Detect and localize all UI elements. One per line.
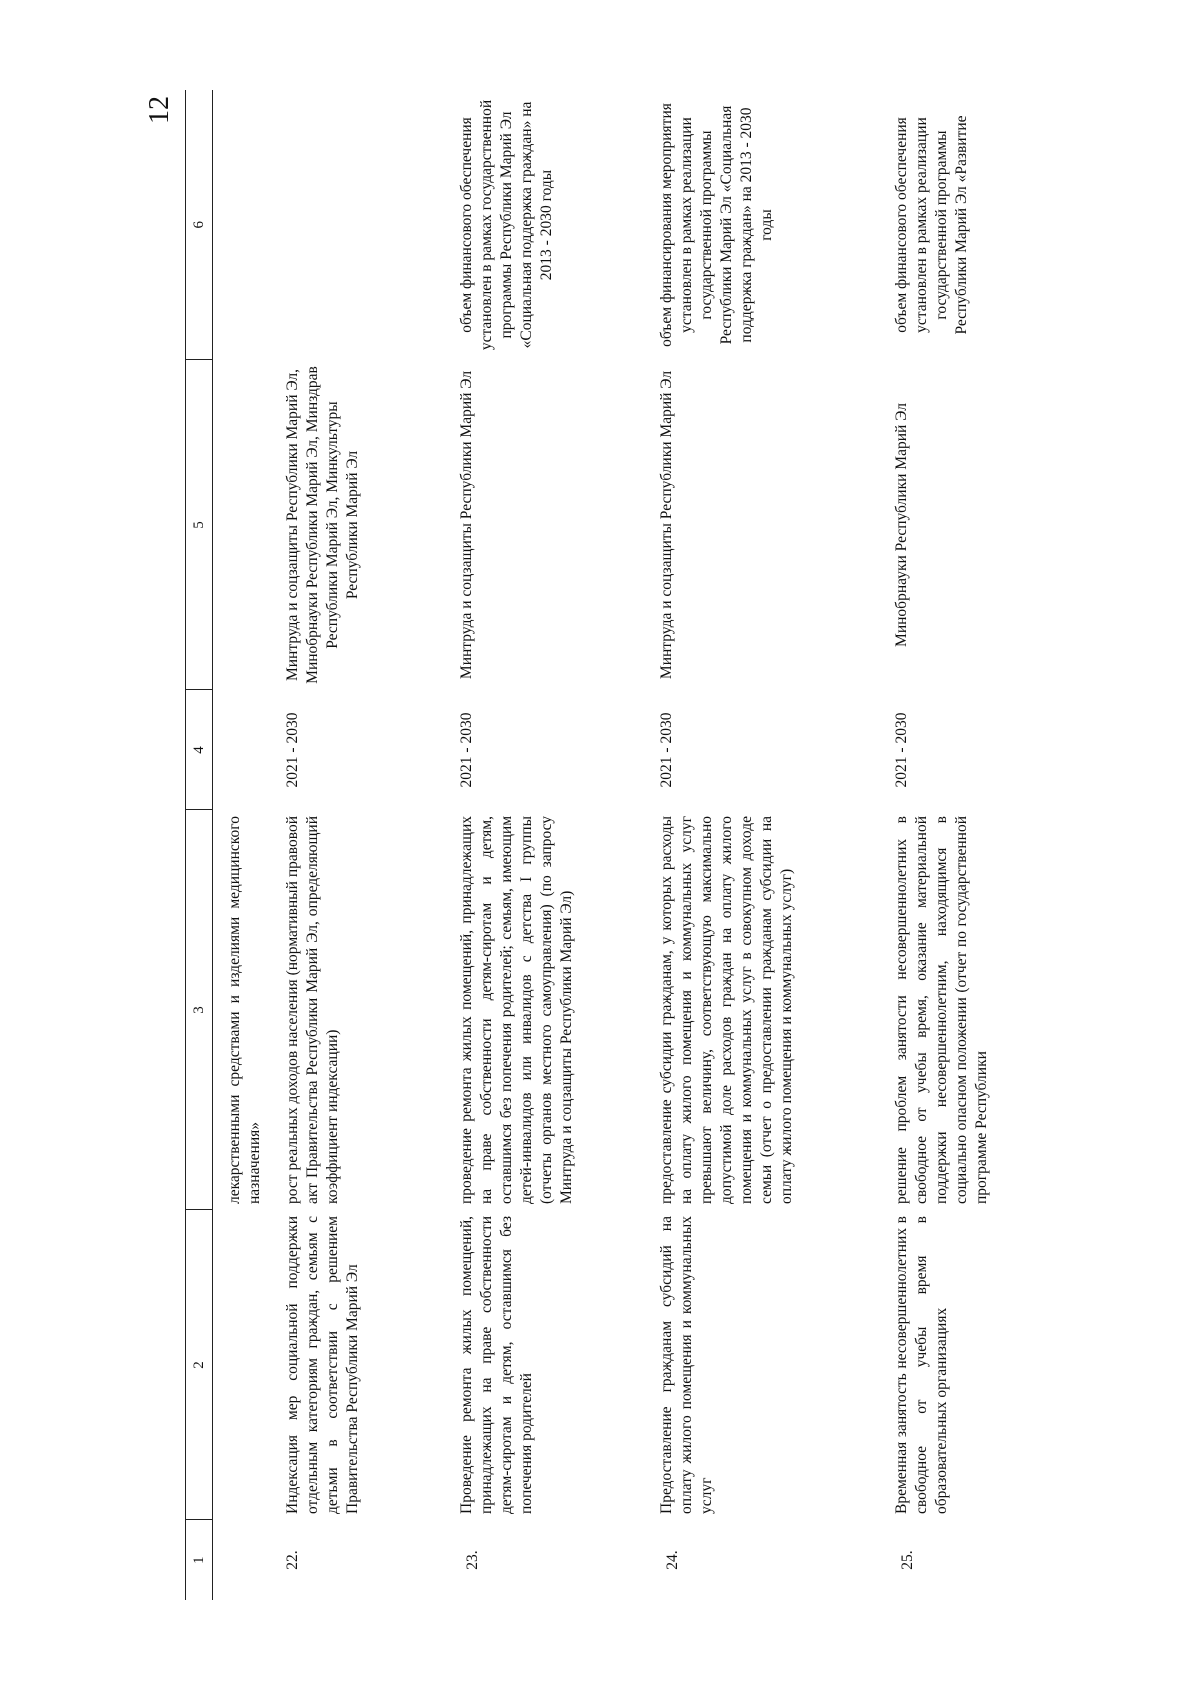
period-cell: 2021 - 2030 — [458, 712, 475, 788]
executor-cell: Минтруда и соцзащиты Республики Марий Эл — [658, 370, 675, 680]
period-cell: 2021 - 2030 — [284, 712, 301, 788]
row-number: 23. — [464, 1550, 481, 1570]
event-cell: Предоставление гражданам субсидий на оплату жилого помещения и коммунальных услуг — [658, 1216, 715, 1514]
table-row-continuation — [213, 90, 276, 1600]
row-number: 24. — [664, 1550, 681, 1570]
row-number: 22. — [284, 1550, 301, 1570]
executor-cell: Минтруда и соцзащиты Республики Марий Эл — [458, 370, 475, 680]
executor-cell: Минобрнауки Республики Марий Эл — [893, 403, 910, 647]
funding-cell — [275, 90, 455, 360]
column-header-6: 6 — [186, 90, 213, 360]
column-header-3: 3 — [186, 810, 213, 1210]
event-cell: Проведение ремонта жилых помещений, принадлежащих на праве собственности детям-сиротам и детям, оставшимся без попечения родителей — [458, 1216, 535, 1514]
column-header-4: 4 — [186, 690, 213, 810]
measures-table — [185, 90, 1020, 1600]
column-header-1: 1 — [186, 1520, 213, 1600]
funding-cell: объем финансового обеспечения установлен в рамках реализации государственной программы Республики Марий Эл «Развитие — [893, 115, 970, 335]
funding-cell: объем финансирования мероприятия установлен в рамках реализации государственной программы Республики Марий Эл «Социальная поддержка граждан» на 2013 - 2030 годы — [658, 103, 775, 347]
measure-cell: рост реальных доходов населения (нормативный правовой акт Правительства Республики Марий Эл, определяющий коэффициент индексации) — [284, 816, 341, 1204]
measure-cell: проведение ремонта жилых помещений, принадлежащих на праве собственности детям-сиротам и детям, оставшимся без попечения родителей; семьям, имеющим детей-инвалидов или инвалидов с детства I группы (отчеты органов местного самоуправления) (по запросу Минтруда и соцзащиты Республики Марий Эл) — [458, 816, 575, 1204]
page-number: 12 — [144, 96, 175, 124]
funding-cell: объем финансового обеспечения установлен в рамках государственной программы Республики Марий Эл «Социальная поддержка граждан» на 2013 - 2030 годы — [458, 99, 555, 351]
header-row — [186, 90, 213, 1600]
measure-cell: лекарственными средствами и изделиями медицинского назначения» — [226, 816, 263, 1204]
table-row — [455, 90, 655, 1600]
event-cell: Временная занятость несовершеннолетних в свободное от учебы время в образовательных организациях — [893, 1216, 950, 1514]
executor-cell: Минтруда и соцзащиты Республики Марий Эл, Минобрнауки Республики Марий Эл, Минздрав Республики Марий Эл, Минкультуры Республики Марий Эл — [284, 366, 361, 684]
event-cell: Индексация мер социальной поддержки отдельным категориям граждан, семьям с детьми в соответствии с решением Правительства Республики Марий Эл — [284, 1216, 361, 1514]
column-header-2: 2 — [186, 1210, 213, 1520]
measure-cell: предоставление субсидии гражданам, у которых расходы на оплату жилого помещения и коммунальных услуг превышают величину, соответствующую максимально допустимой доле расходов граждан на оплату жилого помещения и коммунальных услуг в совокупном доходе семьи (отчет о предоставлении гражданам субсидии на оплату жилого помещения и коммунальных услуг) — [658, 816, 795, 1204]
table-row — [655, 90, 890, 1600]
period-cell: 2021 - 2030 — [658, 712, 675, 788]
table-row — [275, 90, 455, 1600]
row-number: 25. — [899, 1550, 916, 1570]
table-container — [185, 90, 1075, 1600]
table-row — [890, 90, 1020, 1600]
measure-cell: решение проблем занятости несовершеннолетних в свободное от учебы время, оказание материальной поддержки несовершеннолетним, находящимся в социально опасном положении (отчет по государственной программе Республики — [893, 816, 990, 1204]
period-cell: 2021 - 2030 — [893, 712, 910, 788]
column-header-5: 5 — [186, 360, 213, 690]
